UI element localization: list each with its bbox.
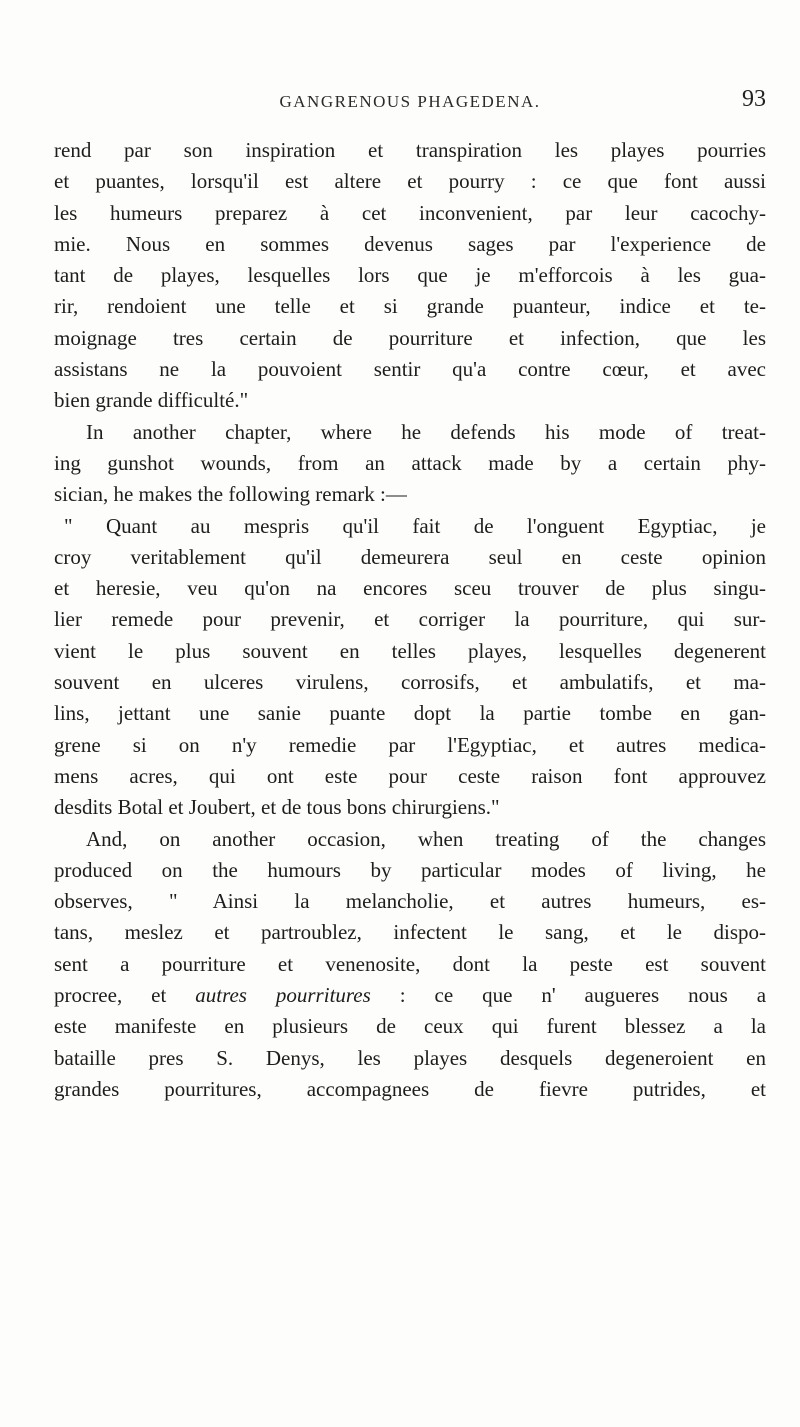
text-line-mixed [54, 980, 766, 1011]
text-line: et heresie, veu qu'on na encores sceu trouver de plus singu- [54, 576, 766, 601]
text-line: rir, rendoient une telle et si grande puanteur, indice et te- [54, 294, 766, 319]
page-number: 93 [742, 86, 766, 112]
text-line: moignage tres certain de pourriture et infection, que les [54, 325, 766, 350]
text-line: ing gunshot wounds, from an attack made by a certain phy- [54, 450, 766, 475]
text-line: et puantes, lorsqu'il est altere et pourry : ce que font aussi [54, 169, 766, 194]
text-line: assistans ne la pouvoient sentir qu'a contre cœur, et avec [54, 357, 766, 382]
running-head [54, 86, 766, 116]
text-line: lier remede pour prevenir, et corriger la pourriture, qui sur- [54, 607, 766, 632]
text-line: And, on another occasion, when treating of the changes [86, 826, 766, 851]
text-line: bien grande difficulté." [54, 388, 249, 413]
text-line: croy veritablement qu'il demeurera seul en ceste opinion [54, 544, 766, 569]
text-line: les humeurs preparez à cet inconvenient, par leur cacochy- [54, 200, 766, 225]
text-line: tans, meslez et partroublez, infectent le sang, et le dispo- [54, 920, 766, 945]
text-line: sent a pourriture et venenosite, dont la peste est souvent [54, 951, 766, 976]
text-line: desdits Botal et Joubert, et de tous bons chirurgiens." [54, 795, 500, 820]
text-line: " Quant au mespris qu'il fait de l'onguent Egyptiac, je [64, 513, 766, 538]
text-line: grene si on n'y remedie par l'Egyptiac, et autres medica- [54, 732, 766, 757]
text-line: sician, he makes the following remark :— [54, 482, 407, 507]
text-line: In another chapter, where he defends his mode of treat- [86, 419, 766, 444]
text-line: vient le plus souvent en telles playes, lesquelles degenerent [54, 638, 766, 663]
text-line: este manifeste en plusieurs de ceux qui furent blessez a la [54, 1014, 766, 1039]
text-line: grandes pourritures, accompagnees de fievre putrides, et [54, 1076, 766, 1101]
text-line: bataille pres S. Denys, les playes desquels degeneroient en [54, 1045, 766, 1070]
italic-phrase: autres pourritures [195, 983, 371, 1008]
text-line: produced on the humours by particular modes of living, he [54, 857, 766, 882]
text-line: mens acres, qui ont este pour ceste raison font approuvez [54, 763, 766, 788]
text-line: souvent en ulceres virulens, corrosifs, et ambulatifs, et ma- [54, 670, 766, 695]
body-text [54, 135, 766, 1105]
text-line: tant de playes, lesquelles lors que je m'efforcois à les gua- [54, 263, 766, 288]
running-title: GANGRENOUS PHAGEDENA. [279, 92, 541, 111]
text-line: rend par son inspiration et transpiration les playes pourries [54, 138, 766, 162]
text-segment: procree, et [54, 983, 167, 1008]
text-segment: : ce que n' augueres nous a [399, 983, 767, 1008]
text-line: observes, " Ainsi la melancholie, et autres humeurs, es- [54, 889, 766, 914]
text-line: mie. Nous en sommes devenus sages par l'experience de [54, 231, 766, 256]
text-line: lins, jettant une sanie puante dopt la partie tombe en gan- [54, 701, 766, 726]
